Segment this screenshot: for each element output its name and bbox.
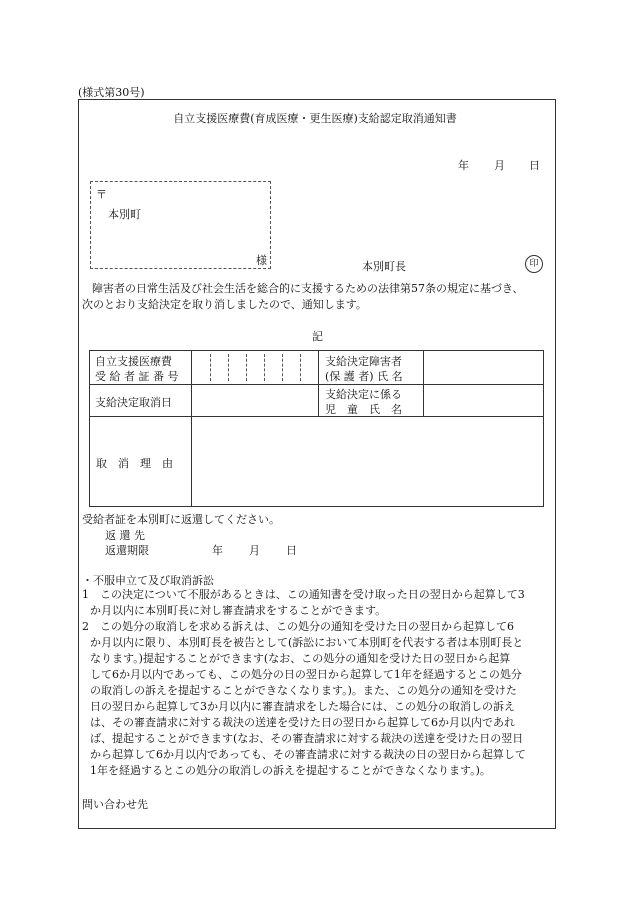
return-to-label: 返 還 先: [105, 529, 145, 542]
contact-label: 問い合わせ先: [82, 798, 148, 811]
date-month: 月: [494, 159, 505, 172]
appeal-2-line-3: なります。)提起することができます(なお、この処分の通知を受けた日の翌日から起算: [90, 652, 511, 665]
cell-child-label-2: 児 童 氏 名: [325, 403, 402, 416]
intro-line-2: 次のとおり支給決定を取り消しましたので、通知します。: [82, 298, 367, 311]
postal-mark: 〒: [96, 188, 107, 201]
appeal-2-line-6: 日の翌日から起算して3か月以内に審査請求をした場合には、この処分の取消しの訴え: [90, 700, 515, 713]
appeal-2-line-2: か月以内に限り、本別町長を被告として(訴訟において本別町を代表する者は本別町長と: [90, 636, 524, 649]
appeal-2-line-10: 1年を経過するとこの処分の取消しの訴えを提起することができなくなります。)。: [90, 764, 491, 777]
return-note: 受給者証を本別町に返還してください。: [82, 513, 280, 526]
cell-recipient-label-2: 受 給 者 証 番 号: [95, 370, 179, 383]
appeal-heading: ・不服申立て及び取消訴訟: [82, 574, 214, 587]
ki-heading: 記: [312, 330, 323, 343]
cell-cancel-date-label: 支給決定取消日: [95, 396, 172, 409]
appeal-2-line-4: して6か月以内であっても、この処分の日の翌日から起算して1年を経過するとこの処分: [90, 668, 522, 681]
cell-reason-label: 取 消 理 由: [96, 457, 173, 470]
return-deadline-label: 返還期限: [105, 544, 149, 557]
form-number: (様式第30号): [78, 86, 145, 99]
seal-icon: 印: [525, 255, 543, 273]
cell-holder-label-2: (保 護 者) 氏 名: [325, 370, 403, 383]
cell-child-label-1: 支給決定に係る: [325, 388, 402, 401]
deadline-year: 年: [212, 544, 223, 557]
date-day: 日: [529, 159, 540, 172]
appeal-1-line-1: 1 この決定について不服があるときは、この通知書を受け取った日の翌日から起算して3: [82, 588, 525, 601]
address-box: [90, 181, 271, 269]
date-year: 年: [458, 159, 469, 172]
cell-holder-label-1: 支給決定障害者: [325, 355, 402, 368]
document-title: 自立支援医療費(育成医療・更生医療)支給認定取消通知書: [173, 112, 457, 125]
honorific: 様: [256, 254, 267, 267]
appeal-2-line-9: から起算して6か月以内であっても、その審査請求に対する裁決の日の翌日から起算して: [90, 748, 526, 761]
address-town: 本別町: [108, 208, 141, 221]
deadline-day: 日: [286, 544, 297, 557]
appeal-1-line-2: か月以内に本別町長に対し審査請求をすることができます。: [90, 604, 387, 617]
sender-name: 本別町長: [362, 260, 406, 273]
appeal-2-line-8: ば、提起することができます(なお、その審査請求に対する裁決の送達を受けた日の翌日: [90, 732, 524, 745]
appeal-2-line-7: は、その審査請求に対する裁決の送達を受けた日の翌日から起算して6か月以内であれ: [90, 716, 515, 729]
deadline-month: 月: [249, 544, 260, 557]
appeal-2-line-5: の取消しの訴えを提起することができなくなります。)。また、この処分の通知を受けた: [90, 684, 517, 697]
intro-line-1: 障害者の日常生活及び社会生活を総合的に支援するための法律第57条の規定に基づき、: [92, 282, 524, 295]
cell-recipient-label-1: 自立支援医療費: [95, 355, 172, 368]
appeal-2-line-1: 2 この処分の取消しを求める訴えは、この処分の通知を受けた日の翌日から起算して6: [82, 620, 514, 633]
